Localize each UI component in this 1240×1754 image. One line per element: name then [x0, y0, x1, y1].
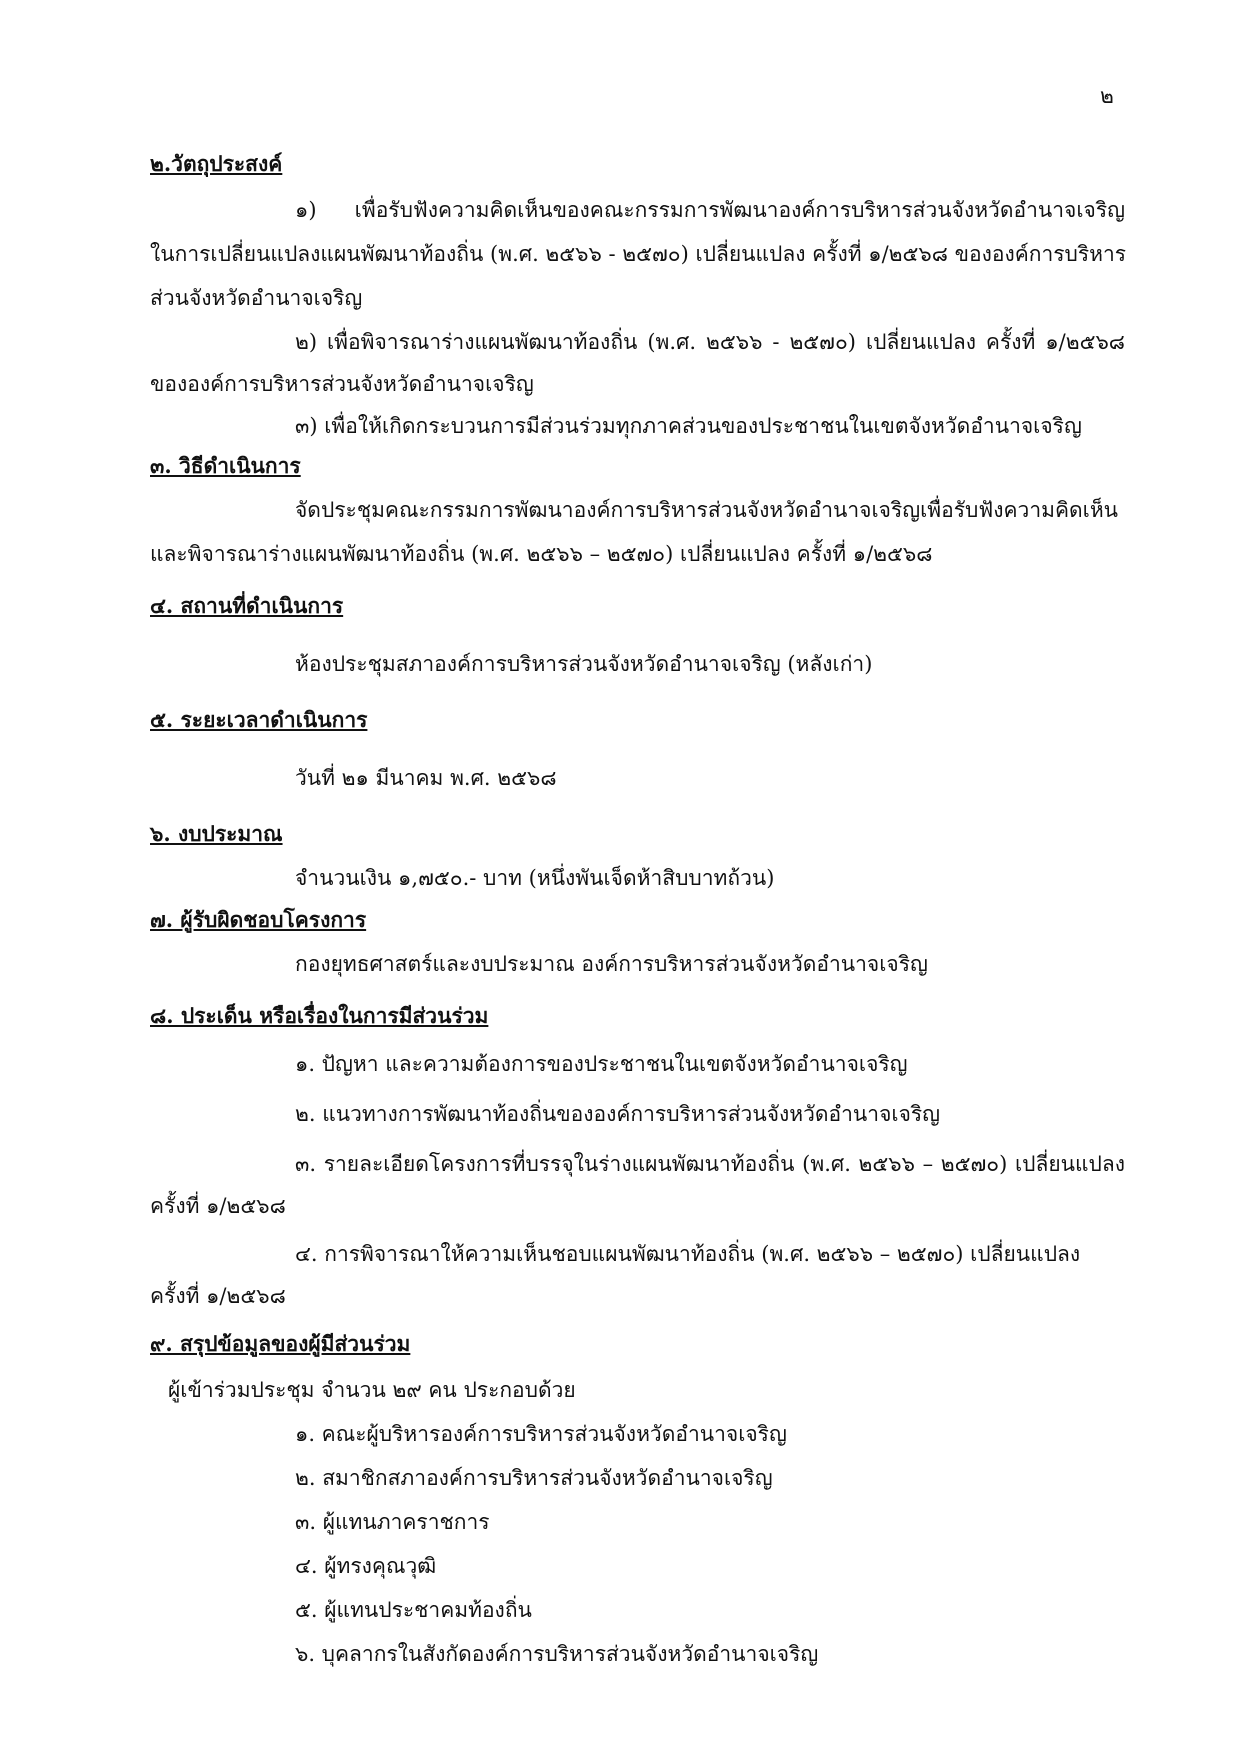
budget-text: จำนวนเงิน ๑,๗๕๐.- บาท (หนึ่งพันเจ็ดห้าสิบบาทถ้วน)	[295, 866, 775, 890]
participants-intro: ผู้เข้าร่วมประชุม จำนวน ๒๙ คน ประกอบด้วย	[168, 1378, 576, 1402]
responsible-text: กองยุทธศาสตร์และงบประมาณ องค์การบริหารส่วนจังหวัดอำนาจเจริญ	[295, 952, 928, 976]
objective-2-line-2: ขององค์การบริหารส่วนจังหวัดอำนาจเจริญ	[150, 372, 534, 396]
objective-1-line-1: ๑) เพื่อรับฟังความคิดเห็นของคณะกรรมการพัฒนาองค์การบริหารส่วนจังหวัดอำนาจเจริญ	[295, 198, 1125, 222]
venue-heading: ๔. สถานที่ดำเนินการ	[150, 593, 344, 618]
participant-group-4: ๔. ผู้ทรงคุณวุฒิ	[295, 1554, 437, 1578]
responsible-heading: ๗. ผู้รับผิดชอบโครงการ	[150, 907, 367, 932]
budget-heading: ๖. งบประมาณ	[150, 821, 283, 846]
participant-group-3: ๓. ผู้แทนภาคราชการ	[295, 1510, 490, 1534]
schedule-text: วันที่ ๒๑ มีนาคม พ.ศ. ๒๕๖๘	[295, 766, 557, 790]
issue-3-line-1: ๓. รายละเอียดโครงการที่บรรจุในร่างแผนพัฒนาท้องถิ่น (พ.ศ. ๒๕๖๖ – ๒๕๗๐) เปลี่ยนแปลง	[295, 1152, 1125, 1176]
objectives-heading: ๒.วัตถุประสงค์	[150, 151, 283, 176]
method-line-2: และพิจารณาร่างแผนพัฒนาท้องถิ่น (พ.ศ. ๒๕๖๖ – ๒๕๗๐) เปลี่ยนแปลง ครั้งที่ ๑/๒๕๖๘	[150, 542, 933, 566]
objective-1-line-2: ในการเปลี่ยนแปลงแผนพัฒนาท้องถิ่น (พ.ศ. ๒๕๖๖ - ๒๕๗๐) เปลี่ยนแปลง ครั้งที่ ๑/๒๕๖๘ ขององค์การบริหาร	[150, 242, 1127, 266]
venue-text: ห้องประชุมสภาองค์การบริหารส่วนจังหวัดอำนาจเจริญ (หลังเก่า)	[295, 652, 873, 676]
participant-group-5: ๕. ผู้แทนประชาคมท้องถิ่น	[295, 1598, 532, 1622]
objective-2-line-1: ๒) เพื่อพิจารณาร่างแผนพัฒนาท้องถิ่น (พ.ศ. ๒๕๖๖ - ๒๕๗๐) เปลี่ยนแปลง ครั้งที่ ๑/๒๕๖๘	[295, 330, 1125, 354]
participants-heading: ๙. สรุปข้อมูลของผู้มีส่วนร่วม	[150, 1331, 411, 1356]
page-number: ๒	[1100, 84, 1114, 108]
participant-group-2: ๒. สมาชิกสภาองค์การบริหารส่วนจังหวัดอำนาจเจริญ	[295, 1466, 773, 1490]
schedule-heading: ๕. ระยะเวลาดำเนินการ	[150, 707, 368, 732]
participant-group-1: ๑. คณะผู้บริหารองค์การบริหารส่วนจังหวัดอำนาจเจริญ	[295, 1422, 787, 1446]
objective-1-line-3: ส่วนจังหวัดอำนาจเจริญ	[150, 286, 363, 310]
issue-4-line-2: ครั้งที่ ๑/๒๕๖๘	[150, 1284, 286, 1308]
method-heading: ๓. วิธีดำเนินการ	[150, 453, 301, 478]
issue-2: ๒. แนวทางการพัฒนาท้องถิ่นขององค์การบริหารส่วนจังหวัดอำนาจเจริญ	[295, 1102, 941, 1126]
objective-3: ๓) เพื่อให้เกิดกระบวนการมีส่วนร่วมทุกภาคส่วนของประชาชนในเขตจังหวัดอำนาจเจริญ	[295, 414, 1082, 438]
issues-heading: ๘. ประเด็น หรือเรื่องในการมีส่วนร่วม	[150, 1003, 489, 1028]
method-line-1: จัดประชุมคณะกรรมการพัฒนาองค์การบริหารส่วนจังหวัดอำนาจเจริญเพื่อรับฟังความคิดเห็น	[295, 498, 1119, 522]
issue-1: ๑. ปัญหา และความต้องการของประชาชนในเขตจังหวัดอำนาจเจริญ	[295, 1052, 908, 1076]
issue-4-line-1: ๔. การพิจารณาให้ความเห็นชอบแผนพัฒนาท้องถิ่น (พ.ศ. ๒๕๖๖ – ๒๕๗๐) เปลี่ยนแปลง	[295, 1242, 1081, 1266]
participant-group-6: ๖. บุคลากรในสังกัดองค์การบริหารส่วนจังหวัดอำนาจเจริญ	[295, 1642, 819, 1666]
issue-3-line-2: ครั้งที่ ๑/๒๕๖๘	[150, 1194, 286, 1218]
